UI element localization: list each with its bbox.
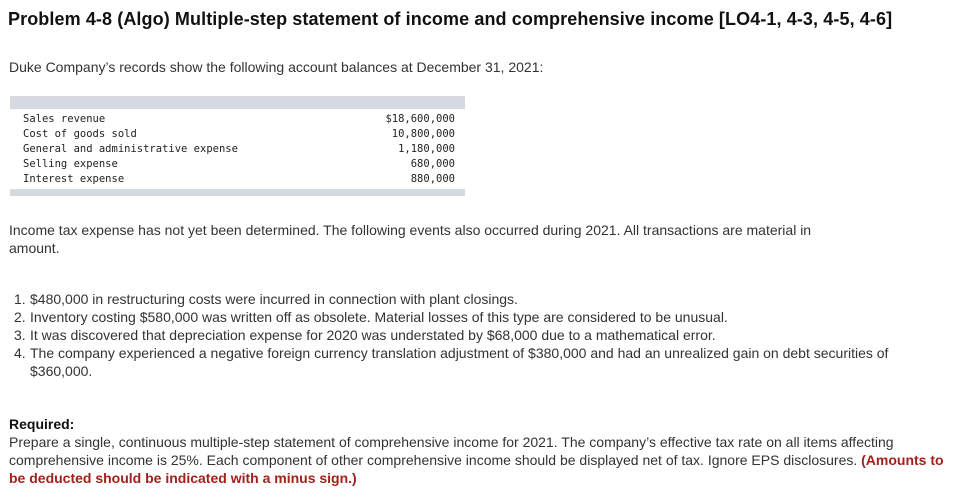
event-number: 4. (14, 345, 26, 361)
list-item (14, 290, 944, 308)
required-note: (Amounts to be deducted should be indicated with a minus sign.) (9, 452, 944, 486)
event-number: 1. (14, 291, 26, 307)
table-row (23, 142, 455, 157)
table-header-bar (10, 96, 465, 109)
table-row (23, 157, 455, 172)
event-text: Inventory costing $580,000 was written off as obsolete. Material losses of this type are considered to be unusual. (30, 309, 728, 325)
table-row (23, 112, 455, 127)
tax-paragraph-line: amount. (9, 240, 60, 256)
table-row (23, 127, 455, 142)
tax-paragraph-line: Income tax expense has not yet been determined. The following events also occurred during 2021. All transactions are material in (9, 222, 812, 238)
tax-paragraph (9, 221, 939, 257)
event-number: 2. (14, 309, 26, 325)
account-name: Sales revenue (23, 113, 106, 125)
list-item (14, 308, 944, 326)
event-text: The company experienced a negative foreign currency translation adjustment of $380,000 and had an unrealized gain on debt securities of $360,000. (30, 345, 889, 379)
problem-title: Problem 4-8 (Algo) Multiple-step statement of income and comprehensive income [LO4-1, 4-3, 4-5, 4-6] (8, 9, 893, 29)
account-name: Cost of goods sold (23, 128, 137, 140)
account-name: Interest expense (23, 173, 125, 185)
table-footer-bar (10, 189, 465, 196)
account-amount: $18,600,000 (385, 113, 455, 125)
account-name: General and administrative expense (23, 143, 238, 155)
account-amount: 10,800,000 (391, 128, 455, 140)
account-balances-table (10, 96, 465, 196)
event-number: 3. (14, 327, 26, 343)
required-instructions: Prepare a single, continuous multiple-step statement of comprehensive income for 2021. The company’s effective tax rate on all items affecting comprehensive income is 25%. Each component of other comprehensive income should be displayed net of tax. Ignore EPS disclosures. (9, 434, 894, 468)
required-text (9, 433, 959, 487)
event-text: It was discovered that depreciation expense for 2020 was understated by $68,000 due to a mathematical error. (30, 327, 716, 343)
table-row (23, 172, 455, 187)
list-item (14, 326, 944, 344)
account-amount: 880,000 (410, 173, 455, 185)
event-text: $480,000 in restructuring costs were incurred in connection with plant closings. (30, 291, 518, 307)
events-list (14, 290, 944, 380)
account-name: Selling expense (23, 158, 118, 170)
list-item (14, 344, 944, 380)
required-label: Required: (9, 416, 75, 432)
intro-text: Duke Company’s records show the following account balances at December 31, 2021: (9, 59, 544, 75)
account-amount: 680,000 (410, 158, 455, 170)
account-amount: 1,180,000 (398, 143, 455, 155)
